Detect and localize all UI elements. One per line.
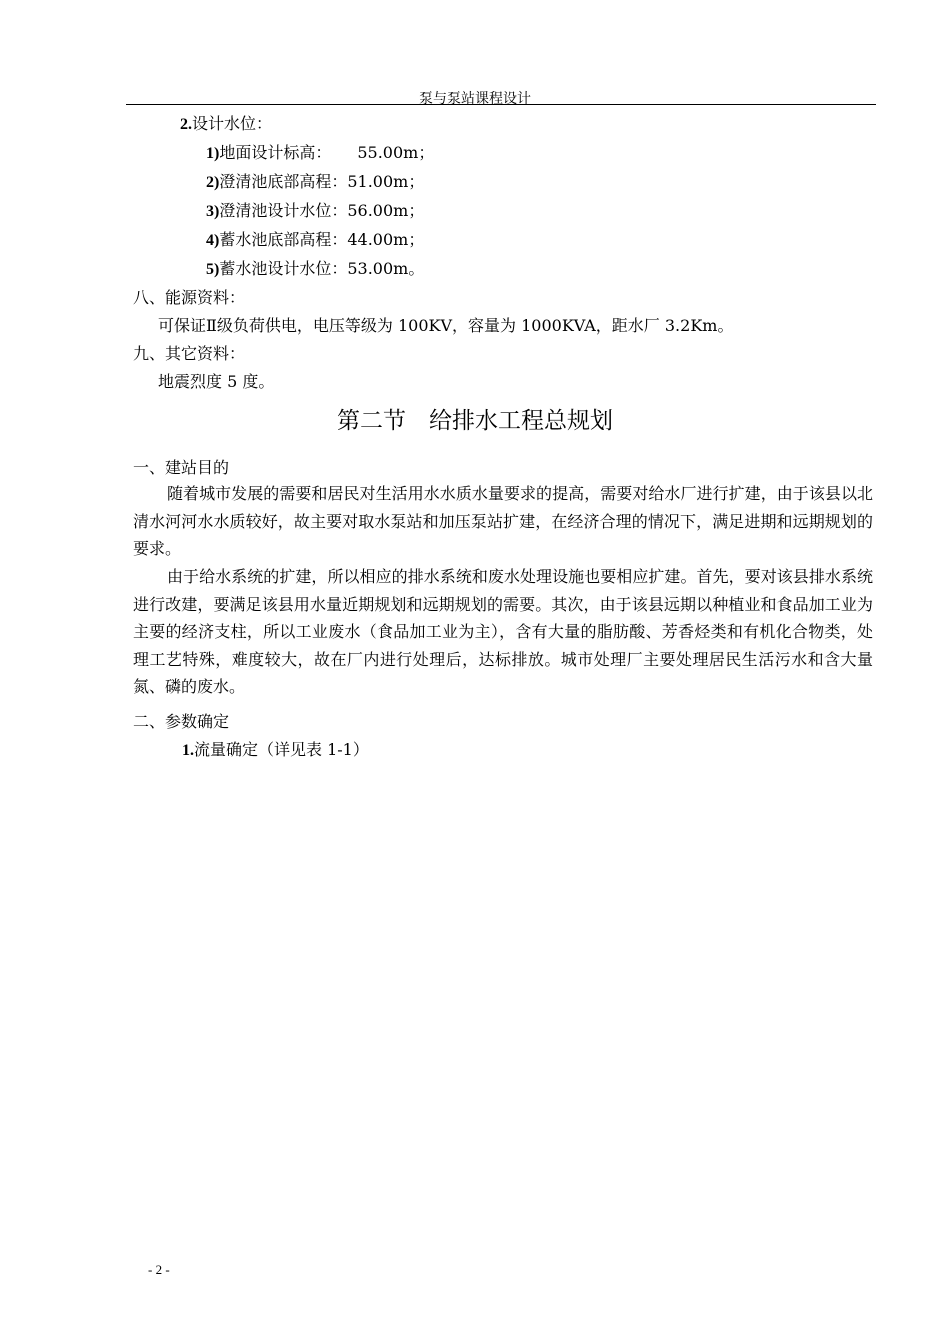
other-text: 地震烈度 5 度。 [158,372,275,391]
water-level-item-4 [206,230,424,251]
purpose-heading: 一、建站目的 [133,458,230,477]
paragraph-text: 随着城市发展的需要和居民对生活用水水质水量要求的提高，需要对给水厂进行扩建，由于该县以北清水河河水水质较好，故主要对取水泵站和加压泵站扩建，在经济合理的情况下，满足进期和远期规划的要求。 [133,484,873,558]
item-number: 2) [206,174,220,191]
item-label: 蓄水池设计水位： [219,259,348,278]
params-heading: 二、参数确定 [133,712,230,731]
item-value: 55.00m； [357,143,435,162]
item-label: 地面设计标高： [219,143,332,162]
design-water-level-heading [180,114,272,135]
item-label: 澄清池设计水位： [219,201,348,220]
water-level-item-1 [206,143,434,164]
purpose-paragraph-2 [133,563,873,701]
item-label: 蓄水池底部高程： [219,230,348,249]
item-value: 51.00m； [347,172,425,191]
item-label: 流量确定（详见表 1-1） [194,740,369,759]
water-level-item-2 [206,172,424,193]
water-level-item-5 [206,259,424,280]
item-value: 53.00m。 [347,259,425,278]
other-heading: 九、其它资料： [133,344,246,363]
paragraph-text: 由于给水系统的扩建，所以相应的排水系统和废水处理设施也要相应扩建。首先，要对该县排水系统进行改建，要满足该县用水量近期规划和远期规划的需要。其次，由于该县远期以种植业和食品加工业为主要的经济支柱，所以工业废水（食品加工业为主），含有大量的脂肪酸、芳香烃类和有机化合物类，处理工艺特殊，难度较大，故在厂内进行处理后，达标排放。城市处理厂主要处理居民生活污水和含大量氮、磷的废水。 [133,567,873,696]
item-number: 4) [206,232,220,249]
item-label: 澄清池底部高程： [219,172,348,191]
flow-determination-item [182,740,369,761]
header-rule [126,104,876,105]
item-number: 3) [206,203,220,220]
item-number: 1. [182,742,194,759]
page-number: - 2 - [148,1262,170,1277]
energy-heading: 八、能源资料： [133,288,246,307]
page-header-title: 泵与泵站课程设计 [419,91,531,107]
energy-text: 可保证Ⅱ级负荷供电，电压等级为 100KV，容量为 1000KVA，距水厂 3.2Km。 [158,316,734,335]
item-number: 5) [206,261,220,278]
water-level-item-3 [206,201,424,222]
item-number: 2. [180,116,192,133]
section-title: 第二节 给排水工程总规划 [337,408,613,434]
item-label: 设计水位： [192,114,273,133]
item-number: 1) [206,145,220,162]
item-value: 56.00m； [347,201,425,220]
purpose-paragraph-1 [133,480,873,563]
item-value: 44.00m； [347,230,425,249]
